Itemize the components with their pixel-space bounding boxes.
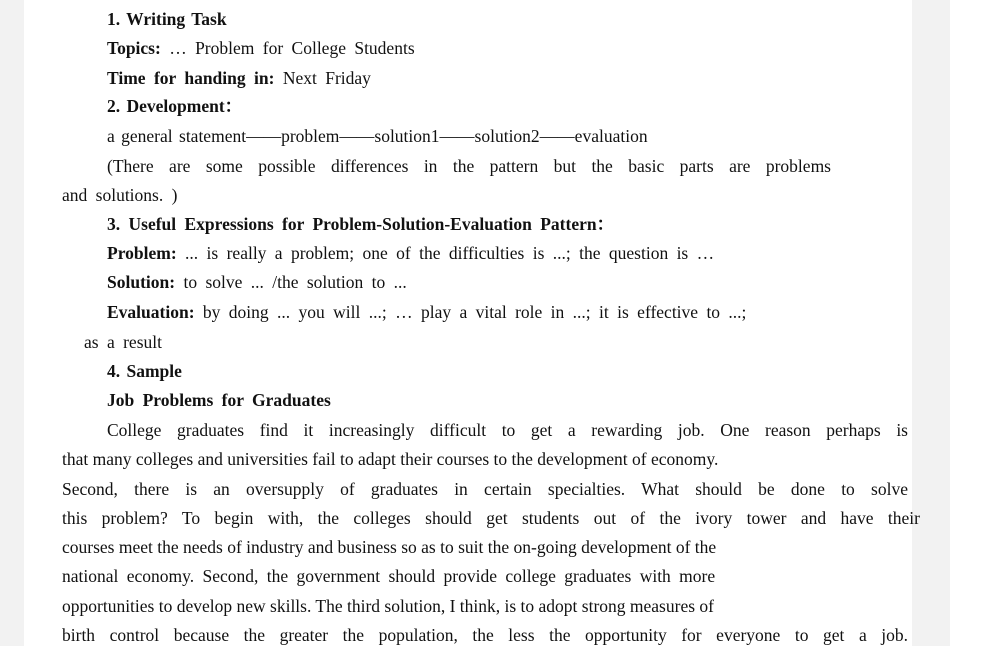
topics-label: Topics: bbox=[107, 38, 161, 58]
topics-value: … Problem for College Students bbox=[169, 38, 415, 58]
section-heading-development: 2. Development： bbox=[107, 96, 243, 116]
section-heading-expressions: 3. Useful Expressions for Problem-Solution-Evaluation Pattern： bbox=[107, 214, 615, 234]
problem-label: Problem: bbox=[107, 243, 177, 263]
evaluation-text: by doing ... you will ...; … play a vital role in ...; it is effective to ...; bbox=[202, 302, 747, 322]
solution-line bbox=[107, 271, 407, 293]
pattern-line: a general statement——problem——solution1——solution2——evaluation bbox=[107, 126, 648, 146]
sample-paragraph-line: courses meet the needs of industry and business so as to suit the on-going development of the bbox=[62, 537, 717, 557]
solution-text: to solve ... /the solution to ... bbox=[183, 272, 407, 292]
sample-paragraph-line: that many colleges and universities fail to adapt their courses to the development of economy. bbox=[62, 449, 719, 469]
note-line-2: and solutions. ) bbox=[62, 185, 178, 205]
sample-paragraph-line: national economy. Second, the government should provide college graduates with more bbox=[62, 566, 716, 586]
viewer-side-panel bbox=[950, 0, 996, 646]
sample-paragraph-line: this problem? To begin with, the colleges should get students out of the ivory tower and have their bbox=[62, 508, 920, 528]
solution-label: Solution: bbox=[107, 272, 176, 292]
sample-paragraph-line: opportunities to develop new skills. The third solution, I think, is to adopt strong measures of bbox=[62, 596, 714, 616]
topics-line bbox=[107, 37, 415, 59]
problem-line bbox=[107, 242, 714, 264]
time-value: Next Friday bbox=[282, 68, 371, 88]
time-label: Time for handing in: bbox=[107, 68, 275, 88]
problem-text: ... is really a problem; one of the difficulties is ...; the question is … bbox=[185, 243, 715, 263]
sample-paragraph-line: birth control because the greater the population, the less the opportunity for everyone to get a job. bbox=[62, 625, 908, 645]
evaluation-continuation: as a result bbox=[84, 332, 162, 352]
section-heading-sample: 4. Sample bbox=[107, 361, 182, 381]
sample-title: Job Problems for Graduates bbox=[107, 390, 331, 410]
note-line-1: (There are some possible differences in the pattern but the basic parts are problems bbox=[107, 156, 831, 176]
evaluation-line bbox=[107, 301, 746, 323]
evaluation-label: Evaluation: bbox=[107, 302, 195, 322]
document-page bbox=[24, 0, 920, 646]
time-line bbox=[107, 67, 371, 89]
sample-paragraph-line: Second, there is an oversupply of graduates in certain specialties. What should be done to solve bbox=[62, 479, 908, 499]
section-heading-writing-task: 1. Writing Task bbox=[107, 9, 227, 29]
sample-paragraph-line: College graduates find it increasingly difficult to get a rewarding job. One reason perhaps is bbox=[107, 420, 908, 440]
